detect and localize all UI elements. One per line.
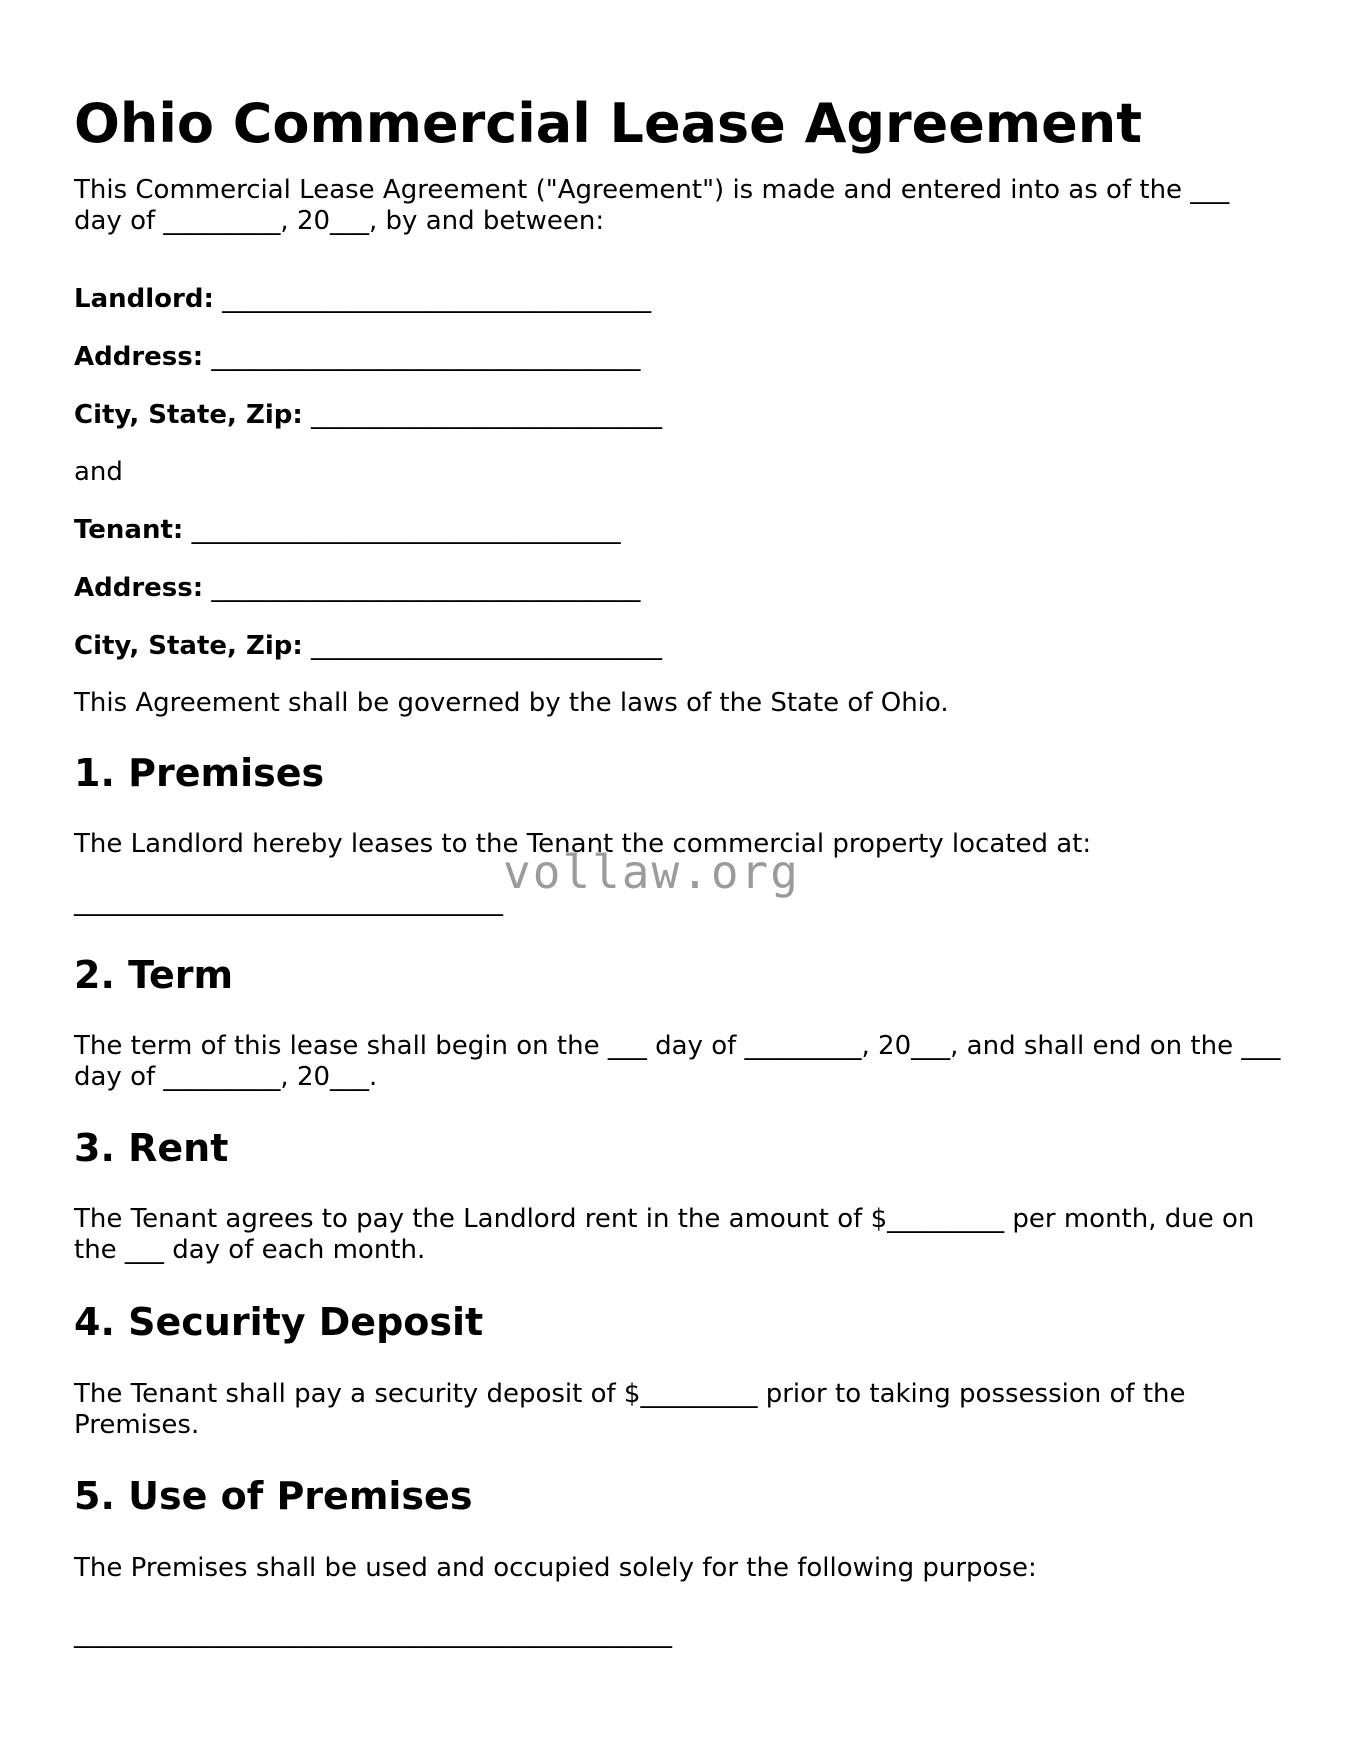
section-deposit-text: The Tenant shall pay a security deposit of $_________ prior to taking possession of the Premises. xyxy=(74,1379,1186,1440)
document-title: Ohio Commercial Lease Agreement xyxy=(74,92,1143,155)
tenant-city-label: City, State, Zip: xyxy=(74,631,303,661)
premises-address-blank: _________________________________ xyxy=(74,887,503,917)
section-term-text: The term of this lease shall begin on the ___ day of _________, 20___, and shall end on the ___ day of _________, 20___. xyxy=(74,1031,1281,1092)
section-rent-text: The Tenant agrees to pay the Landlord rent in the amount of $_________ per month, due on the ___ day of each month. xyxy=(74,1204,1255,1265)
tenant-city-blank: ___________________________ xyxy=(311,631,663,661)
landlord-name-label: Landlord: xyxy=(74,284,214,314)
landlord-address-blank: _________________________________ xyxy=(211,342,641,372)
tenant-name-blank: _________________________________ xyxy=(191,515,621,545)
section-deposit-heading: 4. Security Deposit xyxy=(74,1300,484,1344)
intro-paragraph: This Commercial Lease Agreement ("Agreement") is made and entered into as of the ___ day of _________, 20___, by and between: xyxy=(74,175,1230,236)
section-rent-heading: 3. Rent xyxy=(74,1126,229,1170)
landlord-name-field xyxy=(74,284,651,315)
watermark-text: vollaw.org xyxy=(503,845,800,899)
governing-law-text: This Agreement shall be governed by the laws of the State of Ohio. xyxy=(74,688,949,718)
section-premises-heading: 1. Premises xyxy=(74,751,325,795)
landlord-city-blank: ___________________________ xyxy=(311,400,663,430)
tenant-name-label: Tenant: xyxy=(74,515,184,545)
tenant-city-field xyxy=(74,631,662,662)
landlord-name-blank: _________________________________ xyxy=(222,284,652,314)
landlord-city-field xyxy=(74,400,662,431)
use-purpose-blank: ______________________________________________ xyxy=(74,1619,672,1649)
tenant-address-label: Address: xyxy=(74,573,204,603)
tenant-address-blank: _________________________________ xyxy=(211,573,641,603)
tenant-address-field xyxy=(74,573,640,604)
section-premises-text: The Landlord hereby leases to the Tenant the commercial property located at: xyxy=(74,829,1092,859)
landlord-city-label: City, State, Zip: xyxy=(74,400,303,430)
section-use-heading: 5. Use of Premises xyxy=(74,1474,473,1518)
section-use-text: The Premises shall be used and occupied solely for the following purpose: xyxy=(74,1553,1037,1583)
landlord-address-field xyxy=(74,342,640,373)
section-term-heading: 2. Term xyxy=(74,953,234,997)
and-text: and xyxy=(74,457,123,487)
landlord-address-label: Address: xyxy=(74,342,204,372)
tenant-name-field xyxy=(74,515,621,546)
